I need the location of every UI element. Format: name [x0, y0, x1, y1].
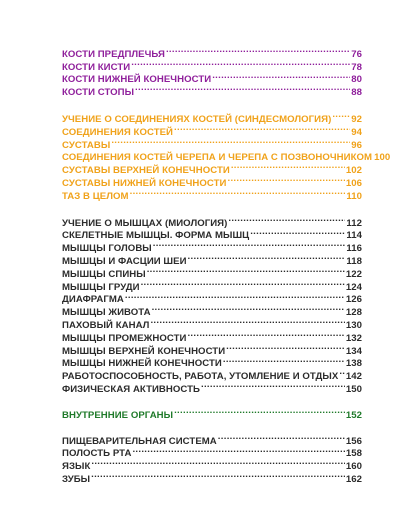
dot-leader: [91, 456, 344, 469]
dot-leader: [174, 122, 350, 135]
dot-leader: [332, 109, 350, 122]
dot-leader: [147, 264, 345, 277]
toc-entry-title: КОСТИ КИСТИ: [62, 61, 131, 73]
toc-entry-title: МЫШЦЫ ГРУДИ: [62, 281, 140, 293]
toc-entry[interactable]: [62, 109, 362, 125]
dot-leader: [227, 173, 344, 186]
dot-leader: [153, 238, 346, 251]
toc-entry-page-number: 78: [351, 61, 362, 73]
toc-section: [62, 431, 362, 485]
toc-section: [62, 109, 391, 202]
toc-section: [62, 405, 362, 421]
toc-entry-page-number: 162: [345, 473, 362, 485]
toc-entry-title: СОЕДИНЕНИЯ КОСТЕЙ ЧЕРЕПА И ЧЕРЕПА С ПОЗВОНОЧНИКОМ: [62, 152, 373, 164]
toc-entry-title: МЫШЦЫ ГОЛОВЫ: [62, 243, 152, 255]
dot-leader: [218, 431, 345, 444]
toc-entry-page-number: 110: [346, 190, 362, 202]
toc-entry-page-number: 122: [345, 268, 362, 280]
toc-entry-page-number: 160: [345, 461, 362, 473]
toc-entry[interactable]: [62, 44, 362, 60]
toc-entry-page-number: 142: [345, 371, 362, 383]
dot-leader: [135, 82, 350, 95]
dot-leader: [339, 366, 345, 379]
toc-entry-title: МЫШЦЫ ЖИВОТА: [62, 307, 151, 319]
toc-entry-page-number: 116: [346, 243, 362, 255]
toc-entry-page-number: 76: [351, 48, 362, 60]
toc-entry-title: ПОЛОСТЬ РТА: [62, 448, 132, 460]
dot-leader: [91, 469, 345, 482]
toc-entry-page-number: 106: [345, 177, 362, 189]
toc-entry-page-number: 94: [351, 126, 362, 138]
toc-entry-title: МЫШЦЫ НИЖНЕЙ КОНЕЧНОСТИ: [62, 358, 222, 370]
dot-leader: [152, 302, 345, 315]
toc-entry-page-number: 88: [351, 87, 362, 99]
dot-leader: [226, 341, 345, 354]
toc-entry-page-number: 152: [345, 409, 362, 421]
dot-leader: [231, 160, 345, 173]
toc-entry-page-number: 158: [345, 448, 362, 460]
dot-leader: [131, 57, 350, 70]
toc-entry-title: МЫШЦЫ ПРОМЕЖНОСТИ: [62, 332, 187, 344]
toc-entry[interactable]: [62, 405, 362, 421]
toc-entry-page-number: 156: [345, 435, 362, 447]
dot-leader: [174, 405, 345, 418]
dot-leader: [228, 213, 345, 226]
toc-entry-page-number: 92: [351, 113, 362, 125]
toc-section: [62, 213, 362, 395]
toc-entry-page-number: 128: [345, 307, 362, 319]
table-of-contents: [62, 44, 391, 495]
toc-entry-title: УЧЕНИЕ О СОЕДИНЕНИЯХ КОСТЕЙ (СИНДЕСМОЛОГИЯ): [62, 113, 332, 125]
dot-leader: [187, 328, 344, 341]
toc-entry-page-number: 124: [345, 281, 362, 293]
toc-entry-title: ЗУБЫ: [62, 473, 91, 485]
toc-entry-title: ВНУТРЕННИЕ ОРГАНЫ: [62, 409, 174, 421]
toc-entry[interactable]: [62, 456, 362, 473]
dot-leader: [111, 135, 350, 148]
dot-leader: [166, 44, 350, 57]
dot-leader: [125, 290, 345, 303]
toc-entry-page-number: 118: [346, 255, 362, 267]
toc-entry-title: СУСТАВЫ ВЕРХНЕЙ КОНЕЧНОСТИ: [62, 165, 230, 177]
toc-entry-title: МЫШЦЫ ВЕРХНЕЙ КОНЕЧНОСТИ: [62, 345, 226, 357]
toc-entry-title: УЧЕНИЕ О МЫШЦАХ (МИОЛОГИЯ): [62, 217, 228, 229]
toc-entry-title: СОЕДИНЕНИЯ КОСТЕЙ: [62, 126, 174, 138]
toc-entry-title: СКЕЛЕТНЫЕ МЫШЦЫ. ФОРМА МЫШЦ: [62, 230, 250, 242]
toc-entry-title: СУСТАВЫ НИЖНЕЙ КОНЕЧНОСТИ: [62, 177, 227, 189]
toc-entry-page-number: 138: [345, 358, 362, 370]
toc-entry-page-number: 112: [346, 217, 362, 229]
toc-entry-title: МЫШЦЫ СПИНЫ: [62, 268, 146, 280]
dot-leader: [212, 70, 350, 83]
toc-entry-title: МЫШЦЫ И ФАСЦИИ ШЕИ: [62, 255, 187, 267]
dot-leader: [130, 186, 346, 199]
toc-entry-page-number: 96: [351, 139, 362, 151]
toc-entry[interactable]: [62, 431, 362, 447]
toc-entry-title: ПИЩЕВАРИТЕЛЬНАЯ СИСТЕМА: [62, 435, 217, 447]
toc-entry-title: ТАЗ В ЦЕЛОМ: [62, 190, 129, 202]
toc-entry-page-number: 130: [345, 319, 362, 331]
dot-leader: [201, 379, 345, 392]
toc-entry-page-number: 102: [345, 165, 362, 177]
toc-entry-page-number: 80: [351, 74, 362, 86]
toc-entry-title: ПАХОВЫЙ КАНАЛ: [62, 319, 150, 331]
toc-entry-page-number: 134: [345, 345, 362, 357]
dot-leader: [223, 354, 345, 367]
toc-section: [62, 44, 362, 99]
toc-entry-title: СУСТАВЫ: [62, 139, 111, 151]
toc-entry-page-number: 100: [374, 152, 391, 164]
toc-entry-title: ЯЗЫК: [62, 461, 91, 473]
dot-leader: [132, 444, 344, 457]
dot-leader: [141, 277, 345, 290]
toc-entry[interactable]: [62, 469, 362, 485]
toc-entry-title: ДИАФРАГМА: [62, 294, 124, 306]
dot-leader: [150, 315, 344, 328]
toc-entry-page-number: 150: [345, 383, 362, 395]
toc-entry-title: КОСТИ ПРЕДПЛЕЧЬЯ: [62, 48, 165, 60]
dot-leader: [250, 226, 345, 239]
toc-entry-title: КОСТИ НИЖНЕЙ КОНЕЧНОСТИ: [62, 74, 212, 86]
toc-entry-page-number: 132: [345, 332, 362, 344]
toc-entry-title: РАБОТОСПОСОБНОСТЬ, РАБОТА, УТОМЛЕНИЕ И ОТДЫХ: [62, 371, 339, 383]
toc-entry-page-number: 114: [346, 230, 362, 242]
toc-entry-title: КОСТИ СТОПЫ: [62, 87, 135, 99]
toc-entry-page-number: 126: [345, 294, 362, 306]
dot-leader: [188, 251, 346, 264]
toc-entry[interactable]: [62, 213, 362, 229]
toc-entry-title: ФИЗИЧЕСКАЯ АКТИВНОСТЬ: [62, 383, 200, 395]
